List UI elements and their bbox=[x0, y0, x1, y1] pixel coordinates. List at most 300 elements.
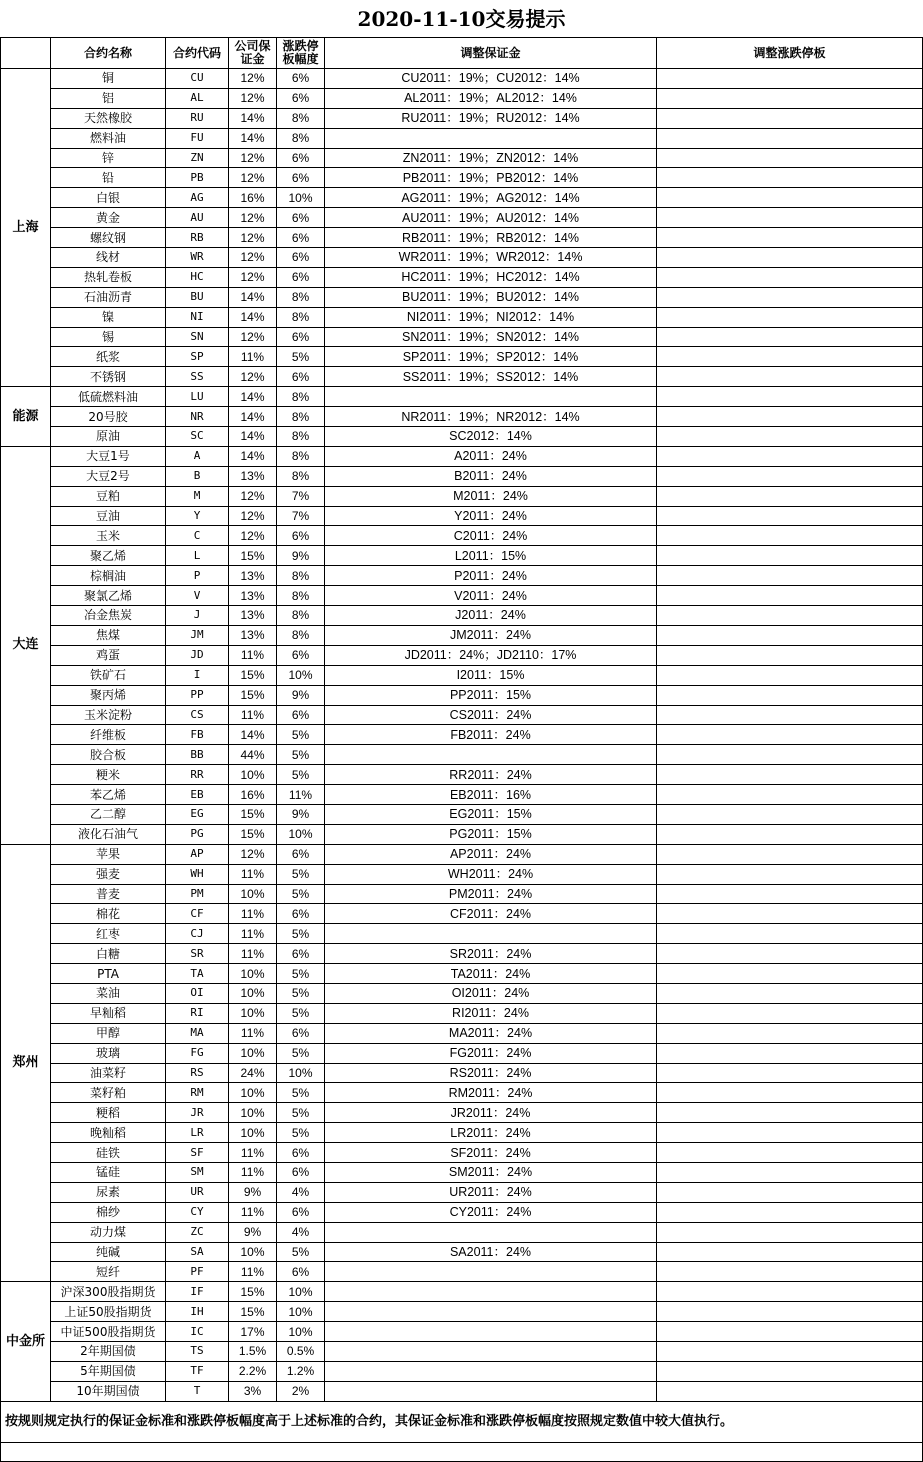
contract-name-cell: 红枣 bbox=[51, 924, 166, 944]
contract-code-cell: TS bbox=[166, 1342, 229, 1362]
adjusted-margin-cell: WR2011：19%；WR2012：14% bbox=[325, 248, 657, 268]
table-row bbox=[1, 188, 923, 208]
contract-name-cell: 早籼稻 bbox=[51, 1003, 166, 1023]
contract-name-cell: 螺纹钢 bbox=[51, 228, 166, 248]
contract-code-cell: A bbox=[166, 446, 229, 466]
adjusted-limit-cell bbox=[657, 267, 923, 287]
contract-code-cell: RU bbox=[166, 108, 229, 128]
table-row bbox=[1, 625, 923, 645]
contract-code-cell: PM bbox=[166, 884, 229, 904]
adjusted-limit-cell bbox=[657, 625, 923, 645]
company-margin-cell: 14% bbox=[229, 108, 277, 128]
limit-range-cell: 8% bbox=[277, 407, 325, 427]
company-margin-cell: 12% bbox=[229, 327, 277, 347]
adjusted-limit-cell bbox=[657, 645, 923, 665]
table-row bbox=[1, 267, 923, 287]
contract-code-cell: AG bbox=[166, 188, 229, 208]
table-row bbox=[1, 705, 923, 725]
adjusted-margin-cell: CY2011：24% bbox=[325, 1202, 657, 1222]
table-row bbox=[1, 69, 923, 89]
adjusted-margin-cell bbox=[325, 1222, 657, 1242]
adjusted-margin-cell: RI2011：24% bbox=[325, 1003, 657, 1023]
contract-name-cell: 线材 bbox=[51, 248, 166, 268]
adjusted-limit-cell bbox=[657, 128, 923, 148]
table-row bbox=[1, 745, 923, 765]
contract-name-cell: 铝 bbox=[51, 88, 166, 108]
contract-name-cell: 大豆1号 bbox=[51, 446, 166, 466]
table-row bbox=[1, 446, 923, 466]
contract-name-cell: 原油 bbox=[51, 427, 166, 447]
adjusted-margin-cell: OI2011：24% bbox=[325, 983, 657, 1003]
contract-name-cell: 冶金焦炭 bbox=[51, 606, 166, 626]
adjusted-margin-cell: PM2011：24% bbox=[325, 884, 657, 904]
adjusted-margin-cell: HC2011：19%；HC2012：14% bbox=[325, 267, 657, 287]
company-margin-cell: 14% bbox=[229, 128, 277, 148]
contract-name-cell: 纯碱 bbox=[51, 1242, 166, 1262]
header-adjusted-margin: 调整保证金 bbox=[325, 38, 657, 69]
adjusted-margin-cell bbox=[325, 1302, 657, 1322]
table-row bbox=[1, 924, 923, 944]
company-margin-cell: 14% bbox=[229, 427, 277, 447]
adjusted-limit-cell bbox=[657, 824, 923, 844]
limit-range-cell: 9% bbox=[277, 546, 325, 566]
adjusted-limit-cell bbox=[657, 1003, 923, 1023]
adjusted-margin-cell: M2011：24% bbox=[325, 486, 657, 506]
adjusted-margin-cell: LR2011：24% bbox=[325, 1123, 657, 1143]
adjusted-margin-cell: SA2011：24% bbox=[325, 1242, 657, 1262]
adjusted-limit-cell bbox=[657, 486, 923, 506]
table-row bbox=[1, 407, 923, 427]
limit-range-cell: 6% bbox=[277, 526, 325, 546]
region-cell: 能源 bbox=[1, 387, 51, 447]
company-margin-cell: 14% bbox=[229, 446, 277, 466]
adjusted-limit-cell bbox=[657, 1143, 923, 1163]
blank-cell bbox=[1, 1442, 923, 1461]
adjusted-limit-cell bbox=[657, 427, 923, 447]
adjusted-margin-cell: ZN2011：19%；ZN2012：14% bbox=[325, 148, 657, 168]
table-row bbox=[1, 1103, 923, 1123]
company-margin-cell: 11% bbox=[229, 645, 277, 665]
table-row bbox=[1, 307, 923, 327]
adjusted-margin-cell: RS2011：24% bbox=[325, 1063, 657, 1083]
contract-name-cell: 低硫燃料油 bbox=[51, 387, 166, 407]
company-margin-cell: 11% bbox=[229, 864, 277, 884]
limit-range-cell: 8% bbox=[277, 307, 325, 327]
adjusted-limit-cell bbox=[657, 108, 923, 128]
table-row bbox=[1, 685, 923, 705]
contract-code-cell: WH bbox=[166, 864, 229, 884]
table-row bbox=[1, 1063, 923, 1083]
contract-code-cell: RM bbox=[166, 1083, 229, 1103]
adjusted-margin-cell: SC2012：14% bbox=[325, 427, 657, 447]
table-row bbox=[1, 1003, 923, 1023]
limit-range-cell: 8% bbox=[277, 446, 325, 466]
contract-name-cell: PTA bbox=[51, 964, 166, 984]
company-margin-cell: 9% bbox=[229, 1182, 277, 1202]
adjusted-margin-cell: L2011：15% bbox=[325, 546, 657, 566]
company-margin-cell: 10% bbox=[229, 1123, 277, 1143]
contract-name-cell: 镍 bbox=[51, 307, 166, 327]
table-row bbox=[1, 1023, 923, 1043]
limit-range-cell: 6% bbox=[277, 1162, 325, 1182]
contract-name-cell: 不锈钢 bbox=[51, 367, 166, 387]
company-margin-cell: 1.5% bbox=[229, 1342, 277, 1362]
limit-range-cell: 8% bbox=[277, 566, 325, 586]
adjusted-margin-cell: JR2011：24% bbox=[325, 1103, 657, 1123]
limit-range-cell: 8% bbox=[277, 625, 325, 645]
company-margin-cell: 11% bbox=[229, 1023, 277, 1043]
contract-name-cell: 菜油 bbox=[51, 983, 166, 1003]
contract-name-cell: 铁矿石 bbox=[51, 665, 166, 685]
contract-table bbox=[0, 37, 923, 1462]
contract-code-cell: FU bbox=[166, 128, 229, 148]
contract-name-cell: 豆粕 bbox=[51, 486, 166, 506]
adjusted-margin-cell: MA2011：24% bbox=[325, 1023, 657, 1043]
contract-name-cell: 玉米淀粉 bbox=[51, 705, 166, 725]
company-margin-cell: 15% bbox=[229, 1302, 277, 1322]
company-margin-cell: 10% bbox=[229, 1043, 277, 1063]
contract-code-cell: AP bbox=[166, 844, 229, 864]
table-row bbox=[1, 983, 923, 1003]
contract-code-cell: JR bbox=[166, 1103, 229, 1123]
table-row bbox=[1, 904, 923, 924]
limit-range-cell: 10% bbox=[277, 188, 325, 208]
adjusted-margin-cell bbox=[325, 1342, 657, 1362]
company-margin-cell: 13% bbox=[229, 566, 277, 586]
contract-name-cell: 粳稻 bbox=[51, 1103, 166, 1123]
contract-name-cell: 硅铁 bbox=[51, 1143, 166, 1163]
adjusted-limit-cell bbox=[657, 944, 923, 964]
company-margin-cell: 12% bbox=[229, 506, 277, 526]
adjusted-margin-cell: AP2011：24% bbox=[325, 844, 657, 864]
header-contract-code: 合约代码 bbox=[166, 38, 229, 69]
limit-range-cell: 5% bbox=[277, 1103, 325, 1123]
contract-code-cell: SP bbox=[166, 347, 229, 367]
company-margin-cell: 11% bbox=[229, 1262, 277, 1282]
table-row bbox=[1, 128, 923, 148]
adjusted-margin-cell: SS2011：19%；SS2012：14% bbox=[325, 367, 657, 387]
company-margin-cell: 12% bbox=[229, 148, 277, 168]
contract-name-cell: 苯乙烯 bbox=[51, 785, 166, 805]
adjusted-limit-cell bbox=[657, 327, 923, 347]
limit-range-cell: 6% bbox=[277, 88, 325, 108]
limit-range-cell: 5% bbox=[277, 765, 325, 785]
contract-name-cell: 石油沥青 bbox=[51, 287, 166, 307]
company-margin-cell: 12% bbox=[229, 228, 277, 248]
limit-range-cell: 2% bbox=[277, 1381, 325, 1401]
table-row bbox=[1, 506, 923, 526]
limit-range-cell: 6% bbox=[277, 148, 325, 168]
limit-range-cell: 5% bbox=[277, 1123, 325, 1143]
contract-name-cell: 晚籼稻 bbox=[51, 1123, 166, 1143]
adjusted-margin-cell bbox=[325, 745, 657, 765]
adjusted-limit-cell bbox=[657, 1162, 923, 1182]
contract-code-cell: AU bbox=[166, 208, 229, 228]
limit-range-cell: 10% bbox=[277, 1282, 325, 1302]
table-row bbox=[1, 168, 923, 188]
company-margin-cell: 14% bbox=[229, 407, 277, 427]
table-row bbox=[1, 546, 923, 566]
limit-range-cell: 7% bbox=[277, 506, 325, 526]
contract-code-cell: MA bbox=[166, 1023, 229, 1043]
contract-code-cell: P bbox=[166, 566, 229, 586]
adjusted-limit-cell bbox=[657, 228, 923, 248]
limit-range-cell: 6% bbox=[277, 208, 325, 228]
contract-name-cell: 沪深300股指期货 bbox=[51, 1282, 166, 1302]
contract-code-cell: HC bbox=[166, 267, 229, 287]
adjusted-limit-cell bbox=[657, 904, 923, 924]
table-row bbox=[1, 785, 923, 805]
contract-name-cell: 豆油 bbox=[51, 506, 166, 526]
adjusted-limit-cell bbox=[657, 864, 923, 884]
limit-range-cell: 6% bbox=[277, 168, 325, 188]
table-row bbox=[1, 1302, 923, 1322]
limit-range-cell: 8% bbox=[277, 586, 325, 606]
limit-range-cell: 5% bbox=[277, 884, 325, 904]
contract-name-cell: 尿素 bbox=[51, 1182, 166, 1202]
contract-code-cell: C bbox=[166, 526, 229, 546]
table-row bbox=[1, 228, 923, 248]
limit-range-cell: 9% bbox=[277, 804, 325, 824]
contract-name-cell: 焦煤 bbox=[51, 625, 166, 645]
limit-range-cell: 6% bbox=[277, 1023, 325, 1043]
contract-code-cell: L bbox=[166, 546, 229, 566]
table-row bbox=[1, 1262, 923, 1282]
adjusted-margin-cell bbox=[325, 924, 657, 944]
adjusted-margin-cell: NR2011：19%；NR2012：14% bbox=[325, 407, 657, 427]
table-row bbox=[1, 566, 923, 586]
adjusted-margin-cell: SR2011：24% bbox=[325, 944, 657, 964]
limit-range-cell: 10% bbox=[277, 665, 325, 685]
limit-range-cell: 10% bbox=[277, 1322, 325, 1342]
company-margin-cell: 16% bbox=[229, 785, 277, 805]
contract-name-cell: 铅 bbox=[51, 168, 166, 188]
contract-name-cell: 黄金 bbox=[51, 208, 166, 228]
limit-range-cell: 1.2% bbox=[277, 1361, 325, 1381]
contract-name-cell: 热轧卷板 bbox=[51, 267, 166, 287]
contract-name-cell: 白银 bbox=[51, 188, 166, 208]
adjusted-margin-cell: RM2011：24% bbox=[325, 1083, 657, 1103]
adjusted-limit-cell bbox=[657, 745, 923, 765]
table-row bbox=[1, 1083, 923, 1103]
adjusted-limit-cell bbox=[657, 1361, 923, 1381]
contract-name-cell: 聚乙烯 bbox=[51, 546, 166, 566]
table-row bbox=[1, 645, 923, 665]
adjusted-limit-cell bbox=[657, 685, 923, 705]
contract-name-cell: 白糖 bbox=[51, 944, 166, 964]
contract-code-cell: SS bbox=[166, 367, 229, 387]
contract-name-cell: 纸浆 bbox=[51, 347, 166, 367]
adjusted-limit-cell bbox=[657, 248, 923, 268]
contract-code-cell: SN bbox=[166, 327, 229, 347]
contract-name-cell: 天然橡胶 bbox=[51, 108, 166, 128]
footer-row bbox=[1, 1401, 923, 1442]
table-row bbox=[1, 586, 923, 606]
company-margin-cell: 44% bbox=[229, 745, 277, 765]
contract-name-cell: 中证500股指期货 bbox=[51, 1322, 166, 1342]
contract-code-cell: ZN bbox=[166, 148, 229, 168]
adjusted-margin-cell: JD2011：24%；JD2110：17% bbox=[325, 645, 657, 665]
adjusted-limit-cell bbox=[657, 785, 923, 805]
adjusted-margin-cell: SM2011：24% bbox=[325, 1162, 657, 1182]
adjusted-margin-cell bbox=[325, 1282, 657, 1302]
limit-range-cell: 6% bbox=[277, 248, 325, 268]
adjusted-limit-cell bbox=[657, 665, 923, 685]
contract-code-cell: AL bbox=[166, 88, 229, 108]
table-row bbox=[1, 1322, 923, 1342]
limit-range-cell: 10% bbox=[277, 1063, 325, 1083]
header-limit-range: 涨跌停板幅度 bbox=[277, 38, 325, 69]
adjusted-limit-cell bbox=[657, 1302, 923, 1322]
limit-range-cell: 10% bbox=[277, 824, 325, 844]
limit-range-cell: 5% bbox=[277, 1003, 325, 1023]
adjusted-limit-cell bbox=[657, 606, 923, 626]
adjusted-margin-cell: SF2011：24% bbox=[325, 1143, 657, 1163]
table-body bbox=[1, 69, 923, 1402]
adjusted-margin-cell: PG2011：15% bbox=[325, 824, 657, 844]
contract-code-cell: JD bbox=[166, 645, 229, 665]
adjusted-margin-cell: WH2011：24% bbox=[325, 864, 657, 884]
limit-range-cell: 6% bbox=[277, 645, 325, 665]
contract-code-cell: CJ bbox=[166, 924, 229, 944]
adjusted-margin-cell: UR2011：24% bbox=[325, 1182, 657, 1202]
adjusted-margin-cell bbox=[325, 387, 657, 407]
contract-name-cell: 乙二醇 bbox=[51, 804, 166, 824]
company-margin-cell: 11% bbox=[229, 1162, 277, 1182]
limit-range-cell: 6% bbox=[277, 1262, 325, 1282]
limit-range-cell: 8% bbox=[277, 387, 325, 407]
adjusted-margin-cell: A2011：24% bbox=[325, 446, 657, 466]
adjusted-limit-cell bbox=[657, 1262, 923, 1282]
limit-range-cell: 5% bbox=[277, 864, 325, 884]
adjusted-limit-cell bbox=[657, 924, 923, 944]
company-margin-cell: 15% bbox=[229, 1282, 277, 1302]
company-margin-cell: 15% bbox=[229, 824, 277, 844]
adjusted-limit-cell bbox=[657, 188, 923, 208]
contract-name-cell: 菜籽粕 bbox=[51, 1083, 166, 1103]
company-margin-cell: 11% bbox=[229, 944, 277, 964]
contract-name-cell: 2年期国债 bbox=[51, 1342, 166, 1362]
header-contract-name: 合约名称 bbox=[51, 38, 166, 69]
company-margin-cell: 15% bbox=[229, 546, 277, 566]
limit-range-cell: 6% bbox=[277, 367, 325, 387]
limit-range-cell: 8% bbox=[277, 108, 325, 128]
adjusted-margin-cell: SN2011：19%；SN2012：14% bbox=[325, 327, 657, 347]
adjusted-limit-cell bbox=[657, 804, 923, 824]
adjusted-limit-cell bbox=[657, 287, 923, 307]
contract-name-cell: 20号胶 bbox=[51, 407, 166, 427]
company-margin-cell: 14% bbox=[229, 387, 277, 407]
adjusted-limit-cell bbox=[657, 367, 923, 387]
adjusted-limit-cell bbox=[657, 546, 923, 566]
table-row bbox=[1, 486, 923, 506]
contract-name-cell: 液化石油气 bbox=[51, 824, 166, 844]
header-company-margin: 公司保证金 bbox=[229, 38, 277, 69]
adjusted-limit-cell bbox=[657, 1083, 923, 1103]
contract-code-cell: NR bbox=[166, 407, 229, 427]
contract-code-cell: I bbox=[166, 665, 229, 685]
adjusted-limit-cell bbox=[657, 387, 923, 407]
table-row bbox=[1, 1222, 923, 1242]
company-margin-cell: 10% bbox=[229, 1003, 277, 1023]
company-margin-cell: 14% bbox=[229, 725, 277, 745]
company-margin-cell: 13% bbox=[229, 466, 277, 486]
adjusted-margin-cell: I2011：15% bbox=[325, 665, 657, 685]
company-margin-cell: 10% bbox=[229, 765, 277, 785]
limit-range-cell: 6% bbox=[277, 267, 325, 287]
company-margin-cell: 10% bbox=[229, 964, 277, 984]
table-row bbox=[1, 1043, 923, 1063]
contract-code-cell: FG bbox=[166, 1043, 229, 1063]
table-row bbox=[1, 466, 923, 486]
limit-range-cell: 8% bbox=[277, 427, 325, 447]
contract-name-cell: 动力煤 bbox=[51, 1222, 166, 1242]
limit-range-cell: 4% bbox=[277, 1222, 325, 1242]
table-row bbox=[1, 606, 923, 626]
contract-code-cell: IC bbox=[166, 1322, 229, 1342]
adjusted-margin-cell: Y2011：24% bbox=[325, 506, 657, 526]
adjusted-limit-cell bbox=[657, 466, 923, 486]
adjusted-margin-cell: RR2011：24% bbox=[325, 765, 657, 785]
limit-range-cell: 8% bbox=[277, 606, 325, 626]
table-row bbox=[1, 864, 923, 884]
region-cell: 上海 bbox=[1, 69, 51, 387]
contract-code-cell: JM bbox=[166, 625, 229, 645]
contract-code-cell: FB bbox=[166, 725, 229, 745]
adjusted-margin-cell: P2011：24% bbox=[325, 566, 657, 586]
adjusted-limit-cell bbox=[657, 69, 923, 89]
adjusted-limit-cell bbox=[657, 1342, 923, 1362]
table-row bbox=[1, 964, 923, 984]
table-row bbox=[1, 1361, 923, 1381]
contract-name-cell: 锌 bbox=[51, 148, 166, 168]
contract-code-cell: NI bbox=[166, 307, 229, 327]
adjusted-margin-cell: EG2011：15% bbox=[325, 804, 657, 824]
contract-code-cell: T bbox=[166, 1381, 229, 1401]
adjusted-limit-cell bbox=[657, 1282, 923, 1302]
adjusted-margin-cell: B2011：24% bbox=[325, 466, 657, 486]
limit-range-cell: 5% bbox=[277, 1242, 325, 1262]
limit-range-cell: 5% bbox=[277, 924, 325, 944]
contract-code-cell: RB bbox=[166, 228, 229, 248]
contract-code-cell: EG bbox=[166, 804, 229, 824]
adjusted-limit-cell bbox=[657, 208, 923, 228]
adjusted-margin-cell bbox=[325, 1322, 657, 1342]
adjusted-limit-cell bbox=[657, 844, 923, 864]
footer-note: 按规则规定执行的保证金标准和涨跌停板幅度高于上述标准的合约，其保证金标准和涨跌停板幅度按照规定数值中较大值执行。 bbox=[1, 1401, 923, 1442]
adjusted-margin-cell: CS2011：24% bbox=[325, 705, 657, 725]
table-row bbox=[1, 1182, 923, 1202]
contract-code-cell: TA bbox=[166, 964, 229, 984]
table-row bbox=[1, 148, 923, 168]
adjusted-limit-cell bbox=[657, 765, 923, 785]
contract-name-cell: 锰硅 bbox=[51, 1162, 166, 1182]
limit-range-cell: 6% bbox=[277, 327, 325, 347]
contract-name-cell: 上证50股指期货 bbox=[51, 1302, 166, 1322]
contract-name-cell: 苹果 bbox=[51, 844, 166, 864]
contract-code-cell: BB bbox=[166, 745, 229, 765]
table-row bbox=[1, 1342, 923, 1362]
company-margin-cell: 11% bbox=[229, 904, 277, 924]
contract-code-cell: M bbox=[166, 486, 229, 506]
adjusted-margin-cell: RB2011：19%；RB2012：14% bbox=[325, 228, 657, 248]
company-margin-cell: 9% bbox=[229, 1222, 277, 1242]
company-margin-cell: 11% bbox=[229, 705, 277, 725]
limit-range-cell: 6% bbox=[277, 844, 325, 864]
company-margin-cell: 10% bbox=[229, 983, 277, 1003]
limit-range-cell: 5% bbox=[277, 347, 325, 367]
contract-name-cell: 燃料油 bbox=[51, 128, 166, 148]
